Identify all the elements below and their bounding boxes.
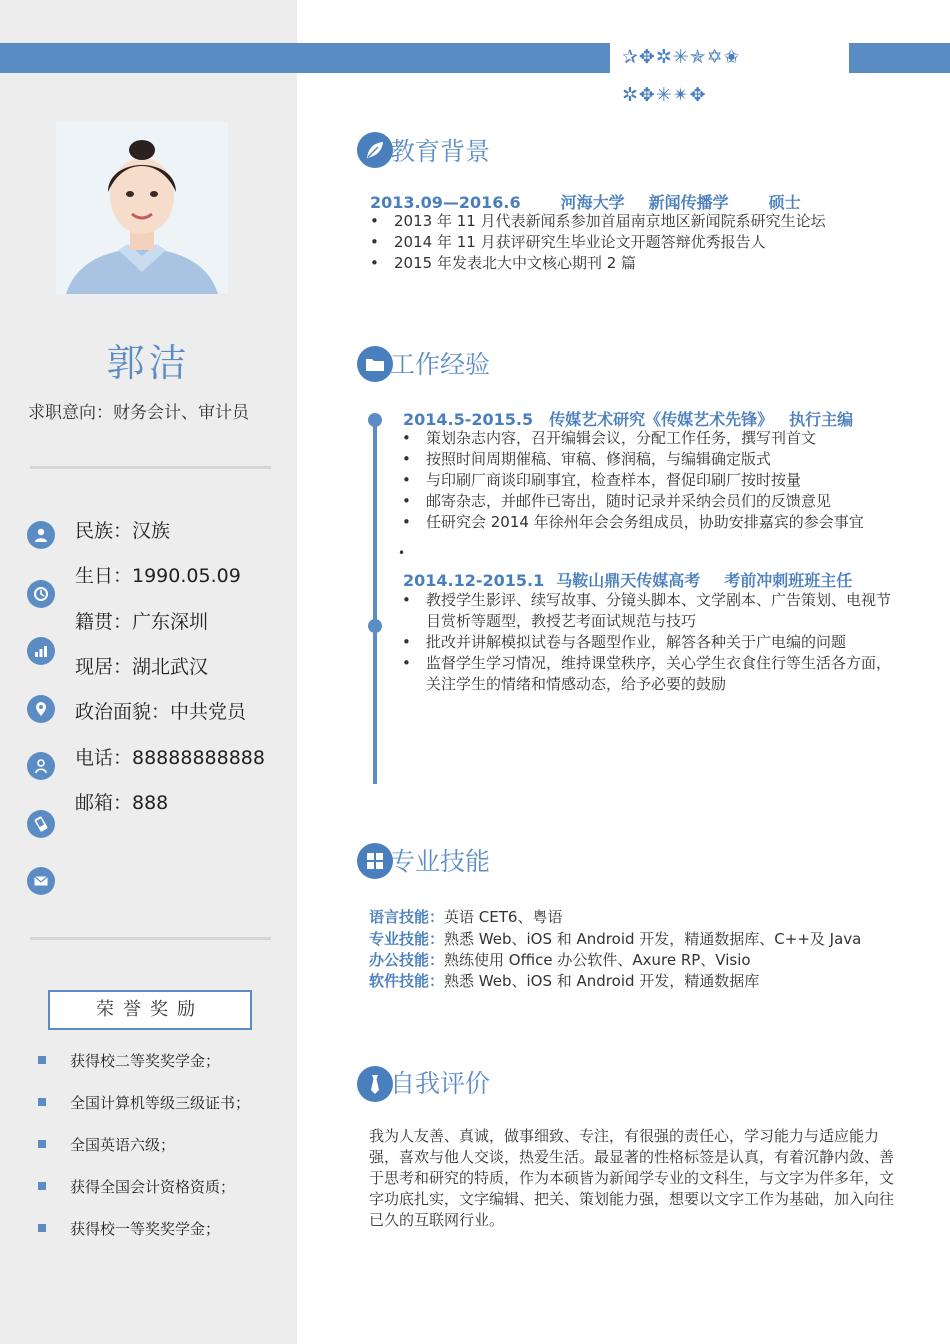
skill-row: 专业技能：熟悉 Web、iOS 和 Android 开发，精通数据库、C++及 Java [369,930,862,948]
list-item: • 监督学生学习情况，维持课堂秩序，关心学生衣食住行等生活各方面，关注学生的情绪和情感动态，给予必要的鼓励 [394,653,894,695]
list-item: • 教授学生影评、续写故事、分镜头脚本、文学剧本、广告策划、电视节目赏析等题型，教授艺考面试规范与技巧 [394,590,894,632]
info-birthday: 生日：1990.05.09 [75,565,241,587]
header-bar-right [849,43,950,73]
education-bullets [362,211,902,274]
list-item: • 批改并讲解模拟试卷与各题型作业，解答各种关于广电编的问题 [394,632,894,653]
list-item: • 任研究会 2014 年徐州年会会务组成员，协助安排嘉宾的参会事宜 [394,512,894,533]
honor-item: 全国计算机等级三级证书； [38,1092,250,1113]
job-bullets [394,590,894,695]
bullet-square-icon [38,1056,46,1064]
info-ethnicity: 民族：汉族 [75,520,171,542]
list-item: • 2015 年发表北大中文核心期刊 2 篇 [362,253,902,274]
honor-item: 获得校一等奖奖学金； [38,1218,220,1239]
job-header: 2014.12-2015.1 马鞍山鼎天传媒高考 考前冲刺班班主任 [403,571,853,590]
list-item: • 2014 年 11 月获评研究生毕业论文开题答辩优秀报告人 [362,232,902,253]
list-item: • 邮寄杂志，并邮件已寄出，随时记录并采纳会员们的反馈意见 [394,491,894,512]
self-eval-title: 自我评价 [390,1069,491,1098]
work-title: 工作经验 [390,350,491,379]
windows-icon [357,843,393,879]
info-political-status: 政治面貌：中共党员 [75,701,247,723]
tie-icon [357,1066,393,1102]
mail-icon [27,867,55,895]
timeline-dot [368,619,382,633]
folder-icon [357,346,393,382]
job-intent: 求职意向：财务会计、审计员 [28,403,249,423]
bullet-square-icon [38,1224,46,1232]
user-icon [27,521,55,549]
skill-row: 软件技能：熟悉 Web、iOS 和 Android 开发，精通数据库 [369,972,760,990]
list-item: • 2013 年 11 月代表新闻系参加首届南京地区新闻院系研究生论坛 [362,211,902,232]
work-timeline [373,416,377,784]
decorative-stars-row-2: ✲✥✳✴✥ [622,84,707,106]
bullet-square-icon [38,1098,46,1106]
education-title: 教育背景 [390,137,491,166]
separator-dot: • [398,546,406,560]
list-item: • 与印刷厂商谈印刷事宜，检查样本，督促印刷厂按时按量 [394,470,894,491]
job-bullets [394,428,894,533]
candidate-name: 郭洁 [106,341,191,385]
location-icon [27,695,55,723]
list-item: • 按照时间周期催稿、审稿、修润稿，与编辑确定版式 [394,449,894,470]
header-bar-left [0,43,610,73]
list-item: • 策划杂志内容，召开编辑会议，分配工作任务，撰写刊首文 [394,428,894,449]
info-phone: 电话：88888888888 [75,747,265,769]
phone-icon [27,810,55,838]
skill-row: 语言技能：英语 CET6、粤语 [369,908,563,926]
bullet-square-icon [38,1140,46,1148]
honor-item: 获得全国会计资格资质； [38,1176,235,1197]
honor-item: 获得校二等奖奖学金； [38,1050,220,1071]
clock-icon [27,580,55,608]
honor-item: 全国英语六级； [38,1134,175,1155]
timeline-dot [368,413,382,427]
info-email: 邮箱：888 [75,792,169,814]
job-header: 2014.5-2015.5 传媒艺术研究《传媒艺术先锋》 执行主编 [403,410,854,429]
honors-title: 荣誉奖励 [48,990,252,1030]
info-residence: 现居：湖北武汉 [75,656,209,678]
profile-photo [56,122,228,294]
skill-row: 办公技能：熟练使用 Office 办公软件、Axure RP、Visio [369,951,751,969]
sidebar-divider [30,466,271,469]
sidebar-divider [30,937,271,940]
leaf-icon [357,132,393,168]
self-eval-text: 我为人友善、真诚，做事细致、专注，有很强的责任心，学习能力与适应能力强，喜欢与他人交谈，热爱生活。最显著的性格标签是认真，有着沉静内敛、善于思考和研究的特质，作为本硕皆为新闻学专业的文科生，与文字为伴多年，文字功底扎实，文字编辑、把关、策划能力强，想要以文字工作为基础，加入向往已久的互联网行业。 [369,1127,895,1229]
decorative-stars-row-1: ✰✥✲✳✯✡✬ [622,46,741,68]
bullet-square-icon [38,1182,46,1190]
info-hometown: 籍贯：广东深圳 [75,611,209,633]
chart-icon [27,637,55,665]
education-header: 2013.09—2016.6 河海大学 新闻传播学 硕士 [370,193,801,212]
person-icon [27,752,55,780]
skills-title: 专业技能 [390,847,491,876]
